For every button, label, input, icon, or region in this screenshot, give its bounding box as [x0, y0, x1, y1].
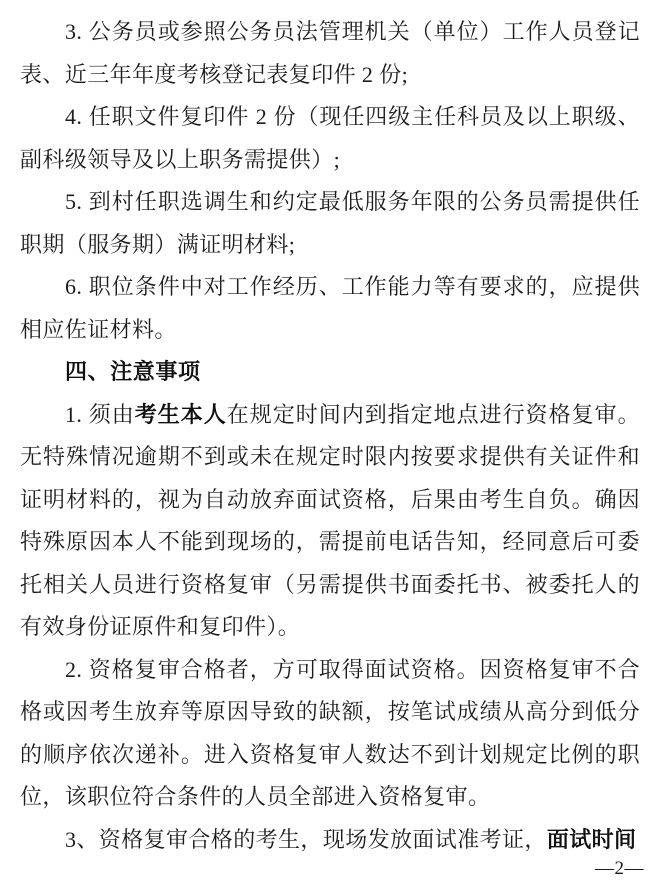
note1-bold-emphasis: 考生本人	[134, 401, 227, 427]
paragraph-item-3: 3. 公务员或参照公务员法管理机关（单位）工作人员登记表、近三年年度考核登记表复印件 2 份;	[20, 19, 640, 87]
paragraph-item-4: 4. 任职文件复印件 2 份（现任四级主任科员及以上职级、副科级领导及以上职务需提供）;	[20, 104, 640, 172]
paragraph-item-5: 5. 到村任职选调生和约定最低服务年限的公务员需提供任职期（服务期）满证明材料;	[20, 189, 640, 257]
note3-text-pre: 3、资格复审合格的考生，现场发放面试准考证，	[65, 826, 547, 852]
note1-text-post: 在规定时间内到指定地点进行资格复审。无特殊情况逾期不到或未在规定时限内按要求提供有关证件和证明材料的，视为自动放弃面试资格，后果由考生自负。确因特殊原因本人不能到现场的，需提前电话告知，经同意后可委托相关人员进行资格复审（另需提供书面委托书、被委托人的有效身份证原件和复印件）。	[20, 401, 640, 639]
paragraph-note-1	[20, 394, 640, 649]
note1-text-pre: 1. 须由	[65, 401, 135, 427]
paragraph-item-6: 6. 职位条件中对工作经历、工作能力等有要求的，应提供相应佐证材料。	[20, 274, 640, 342]
note3-bold-emphasis: 面试时间	[546, 826, 637, 852]
paragraph-note-2: 2. 资格复审合格者，方可取得面试资格。因资格复审不合格或因考生放弃等原因导致的缺额，按笔试成绩从高分到低分的顺序依次递补。进入资格复审人数达不到计划规定比例的职位，该职位符合条件的人员全部进入资格复审。	[20, 656, 640, 809]
paragraph-note-3	[20, 819, 640, 862]
page-number: —2—	[595, 858, 644, 879]
section-heading-notes: 四、注意事项	[65, 359, 201, 384]
